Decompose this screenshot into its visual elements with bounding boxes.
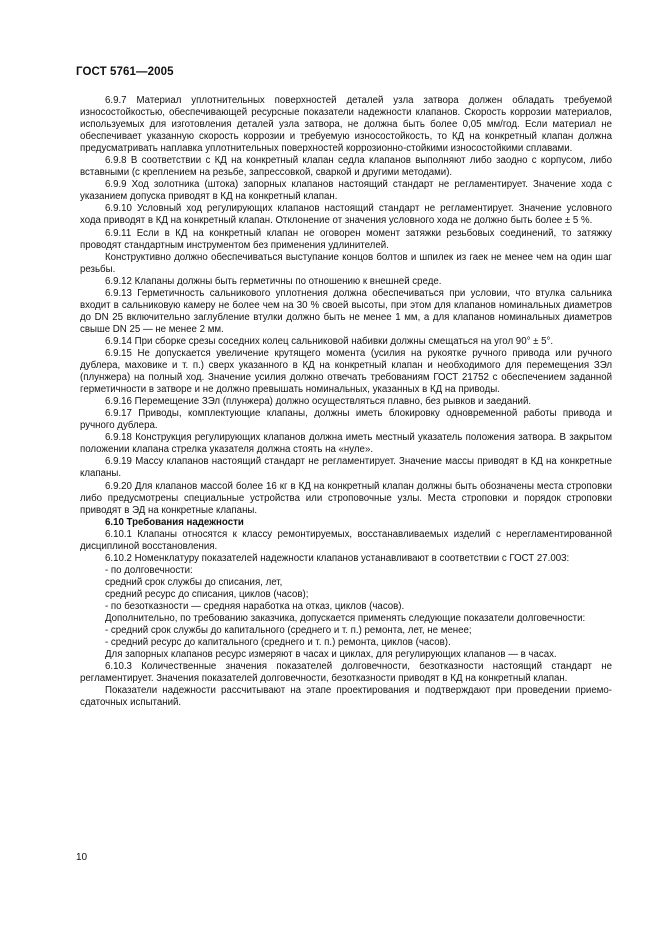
clause-6-9-11: 6.9.11 Если в КД на конкретный клапан не оговорен момент затяжки резьбовых соединений, то затяжку проводят стандартным инструментом без применения удлинителей. [80, 227, 612, 251]
clause-6-9-12: 6.9.12 Клапаны должны быть герметичны по отношению к внешней среде. [105, 275, 442, 287]
section-heading-6-10: 6.10 Требования надежности [105, 516, 244, 528]
clause-6-10-3: 6.10.3 Количественные значения показателей долговечности, безотказности настоящий стандарт не регламентирует. Значения показателей долговечности, безотказности приводят в КД на конкретный клапан. [80, 661, 612, 685]
reliability-calculation-note: Показатели надежности рассчитывают на этапе проектирования и подтверждают при проведении приемо-сдаточных испытаний. [80, 685, 612, 709]
list-item-resource-repair: - средний ресурс до капитального (среднего и т. п.) ремонта, циклов (часов). [105, 637, 451, 649]
clause-6-9-20: 6.9.20 Для клапанов массой более 16 кг в КД на конкретный клапан должны быть обозначены места строповки либо предусмотрены специальные устройства или строповочные узлы. Места строповки и порядок строповки приводят в ЭД на конкретные клапаны. [80, 480, 612, 516]
document-body [80, 95, 612, 709]
clause-6-9-18: 6.9.18 Конструкция регулирующих клапанов должна иметь местный указатель положения затвора. В закрытом положении клапана стрелка указателя должна стоять на «нуле». [80, 432, 612, 456]
page-number: 10 [76, 852, 88, 863]
additional-indicators-text: Дополнительно, по требованию заказчика, допускается применять следующие показатели долговечности: [105, 613, 586, 625]
clause-6-9-10: 6.9.10 Условный ход регулирующих клапанов настоящий стандарт не регламентирует. Значение условного хода приводят в КД на конкретный клапан. Отклонение от значения условного хода не должно быть более ± 5 %. [80, 203, 612, 227]
clause-6-9-19: 6.9.19 Массу клапанов настоящий стандарт не регламентирует. Значение массы приводят в КД на конкретные клапаны. [80, 456, 612, 480]
list-item-reliability: - по безотказности — средняя наработка на отказ, циклов (часов). [105, 600, 405, 612]
clause-6-9-7: 6.9.7 Материал уплотнительных поверхностей деталей узла затвора должен обладать требуемой износостойкостью, обеспечивающей ресурсные показатели надежности клапанов. Скорость коррозии материалов, используемых для изготовления деталей узла затвора, не должна быть более 0,05 мм/год. Если материал не обеспечивает указанную скорость коррозии и требуемую износостойкость, то КД на конкретный клапан должна предусматривать наплавка уплотнительных поверхностей коррозионно-стойкими износостойкими сплавами. [80, 95, 612, 155]
clause-6-10-1: 6.10.1 Клапаны относятся к классу ремонтируемых, восстанавливаемых изделий с нерегламентированной дисциплиной восстановления. [80, 528, 612, 552]
clause-6-9-16: 6.9.16 Перемещение ЗЭл (плунжера) должно осуществляться плавно, без рывков и заеданий. [105, 396, 532, 408]
document-header: ГОСТ 5761—2005 [76, 66, 174, 78]
list-item-service-life: средний срок службы до списания, лет, [105, 576, 283, 588]
list-item-durability: - по долговечности: [105, 564, 193, 576]
clause-6-9-9: 6.9.9 Ход золотника (штока) запорных клапанов настоящий стандарт не регламентирует. Значение хода с указанием допуска приводят в КД на конкретный клапан. [80, 179, 612, 203]
resource-measure-note: Для запорных клапанов ресурс измеряют в часах и циклах, для регулирующих клапанов — в часах. [105, 649, 557, 661]
clause-6-9-13: 6.9.13 Герметичность сальникового уплотнения должна обеспечиваться при условии, что втулка сальника входит в сальниковую камеру не более чем на 30 % своей высоты, при этом для клапанов номинальных диаметров до DN 25 включительно заглубление втулки должно быть не менее 1 мм, а для клапанов номинальных диаметров свыше DN 25 — не менее 2 мм. [80, 287, 612, 335]
clause-6-9-14: 6.9.14 При сборке срезы соседних колец сальниковой набивки должны смещаться на угол 90° ± 5°. [105, 335, 554, 347]
clause-6-10-2: 6.10.2 Номенклатуру показателей надежности клапанов устанавливают в соответствии с ГОСТ 27.003: [105, 552, 570, 564]
clause-6-9-15: 6.9.15 Не допускается увеличение крутящего момента (усилия на рукоятке ручного привода или ручного дублера, маховике и т. п.) сверх указанного в КД на конкретный клапан и необходимого для перемещения ЗЭл (плунжера) на полный ход. Значение усилия должно отвечать требованиям ГОСТ 21752 с обеспечением заданной герметичности в затворе и не должно превышать номинальных, указанных в КД на приводы. [80, 347, 612, 396]
list-item-service-life-repair: - средний срок службы до капитального (среднего и т. п.) ремонта, лет, не менее; [105, 625, 472, 637]
list-item-resource: средний ресурс до списания, циклов (часов); [105, 588, 309, 600]
clause-6-9-17: 6.9.17 Приводы, комплектующие клапаны, должны иметь блокировку одновременной работы привода и ручного дублера. [80, 408, 612, 432]
clause-6-9-11-note: Конструктивно должно обеспечиваться выступание концов болтов и шпилек из гаек не менее чем на один шаг резьбы. [80, 251, 612, 275]
clause-6-9-8: 6.9.8 В соответствии с КД на конкретный клапан седла клапанов выполняют либо заодно с корпусом, либо вставными (с креплением на резьбе, запрессовкой, сваркой и другими методами). [80, 155, 612, 179]
